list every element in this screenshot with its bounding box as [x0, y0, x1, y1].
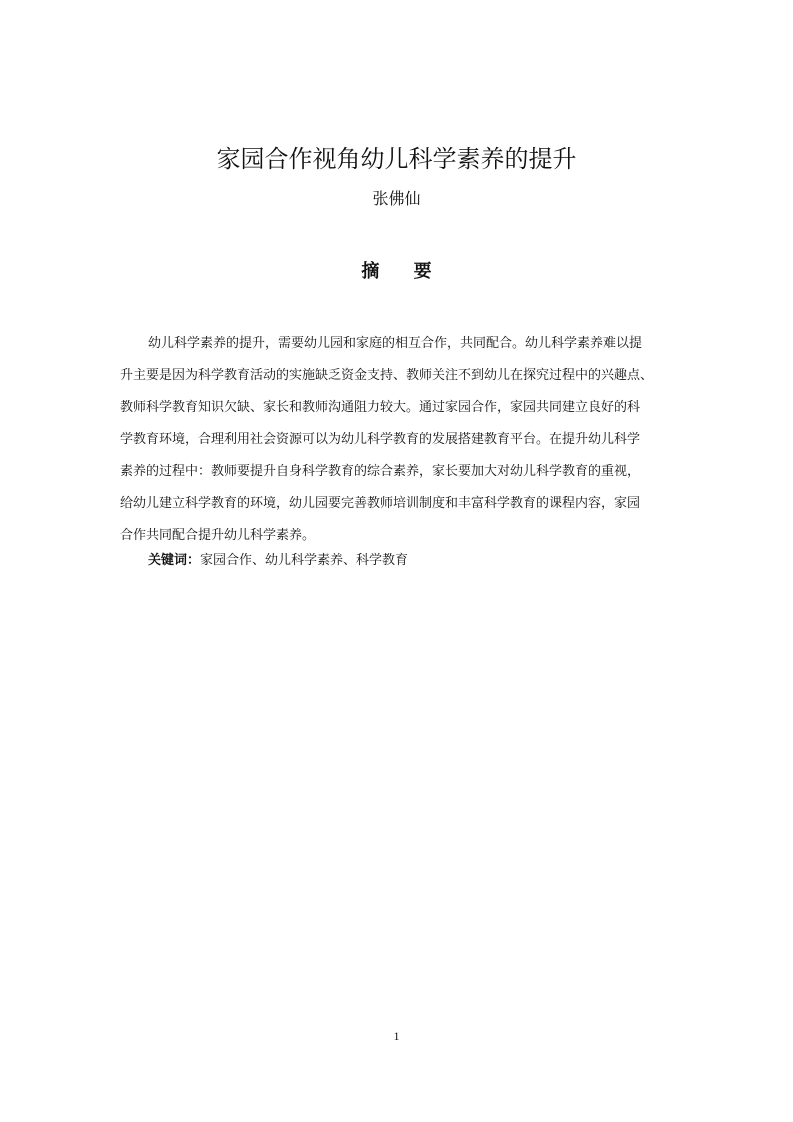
- page-number: 1: [393, 1029, 400, 1043]
- abstract-line: 合作共同配合提升幼儿科学素养。: [120, 528, 316, 543]
- abstract-line: 给幼儿建立科学教育的环境，幼儿园要完善教师培训制度和丰富科学教育的课程内容，家园: [120, 496, 641, 511]
- abstract-line: 素养的过程中：教师要提升自身科学教育的综合素养，家长要加大对幼儿科学教育的重视，: [120, 464, 641, 479]
- keywords-label: 关键词：: [148, 553, 201, 568]
- abstract-body: [120, 328, 680, 552]
- abstract-line: 教师科学教育知识欠缺、家长和教师沟通阻力较大。通过家园合作，家园共同建立良好的科: [120, 400, 641, 415]
- document-title: 家园合作视角幼儿科学素养的提升: [216, 145, 577, 173]
- abstract-line: 升主要是因为科学教育活动的实施缺乏资金支持、教师关注不到幼儿在探究过程中的兴趣点、: [120, 368, 654, 383]
- author-name: 张佛仙: [372, 189, 421, 208]
- keywords: [148, 549, 408, 573]
- abstract-line: 幼儿科学素养的提升，需要幼儿园和家庭的相互合作，共同配合。幼儿科学素养难以提: [148, 336, 643, 351]
- keywords-text: 家园合作、幼儿科学素养、科学教育: [200, 553, 409, 568]
- abstract-line: 学教育环境，合理利用社会资源可以为幼儿科学教育的发展搭建教育平台。在提升幼儿科学: [120, 432, 641, 447]
- abstract-heading: 摘 要: [361, 261, 446, 282]
